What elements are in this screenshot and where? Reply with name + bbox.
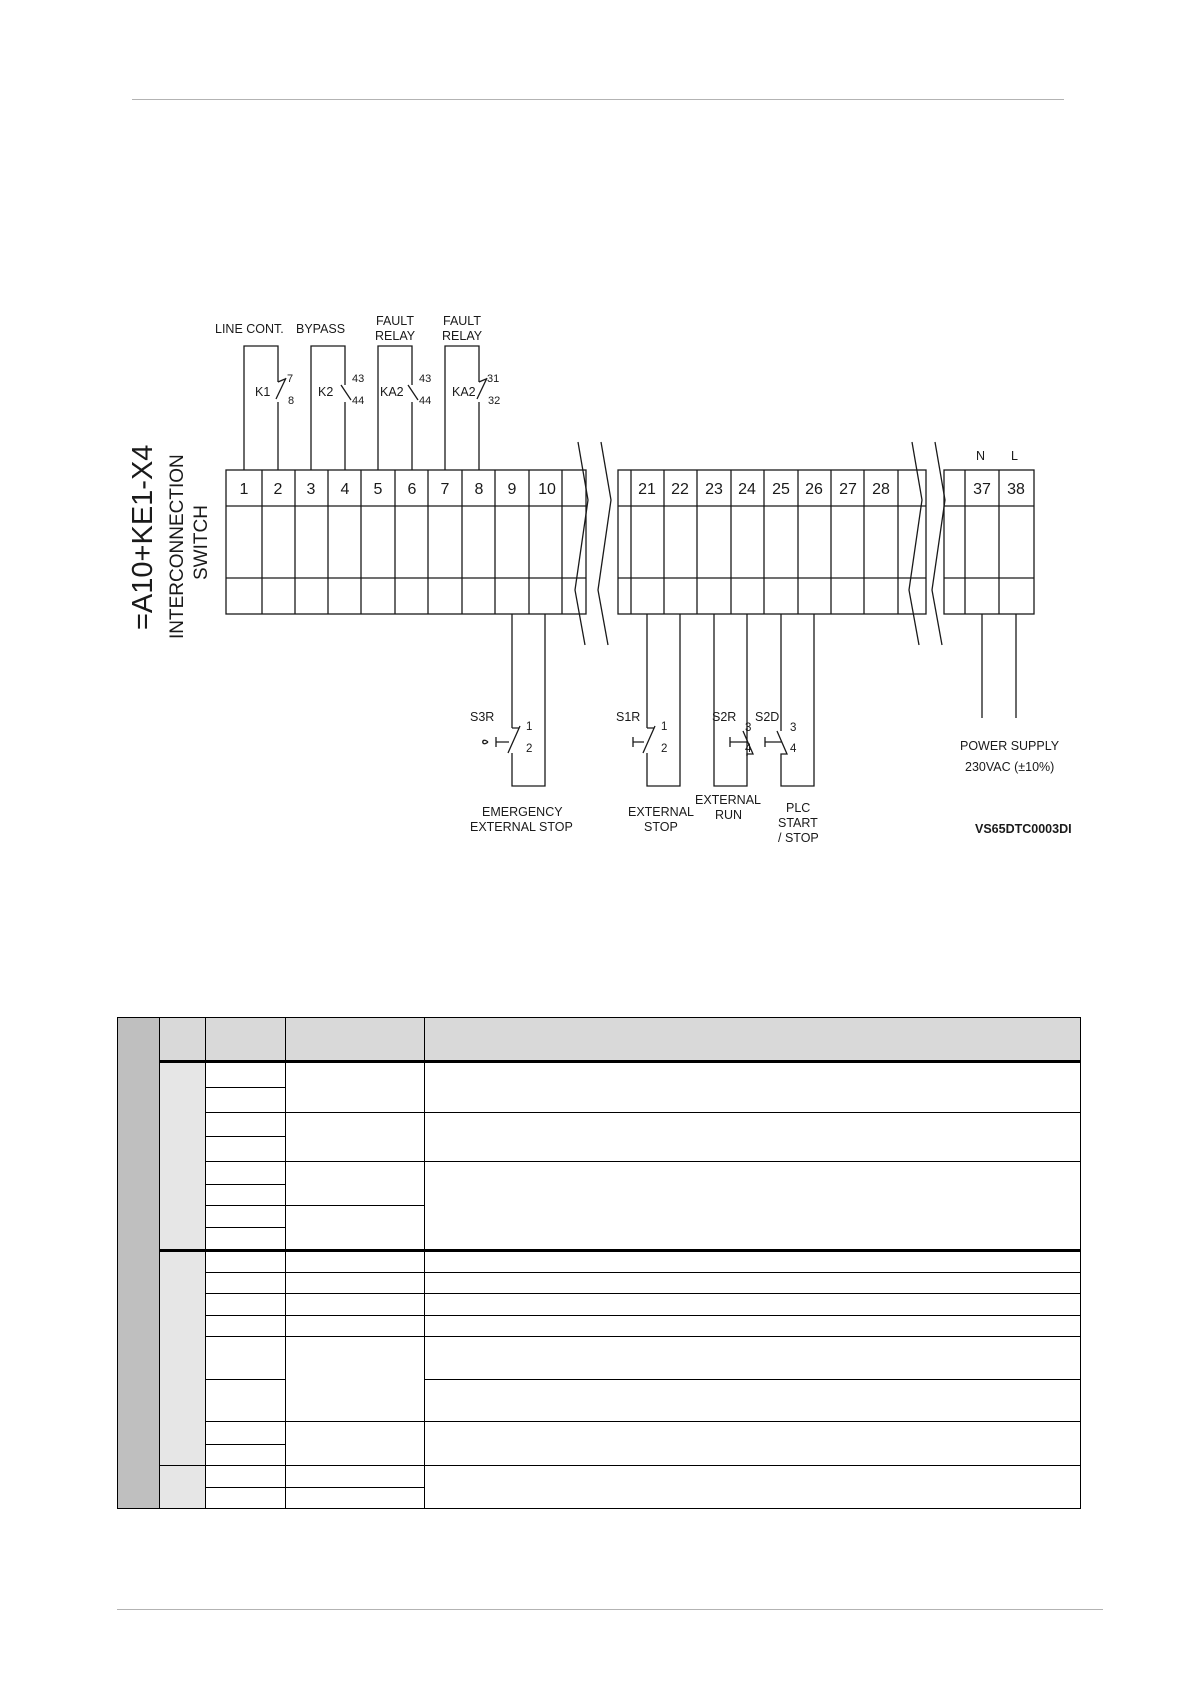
s2d-pin-b: 4 [790, 743, 797, 755]
ka2-nc-pin-b: 32 [488, 395, 501, 407]
terminal-6: 6 [407, 481, 417, 498]
power-l: L [1011, 449, 1018, 463]
terminal-8: 8 [474, 481, 484, 498]
terminal-25: 25 [772, 481, 790, 498]
contact-ka2-no: KA2 [380, 385, 404, 399]
power-supply-1: POWER SUPPLY [960, 739, 1060, 753]
table-vline [424, 1018, 425, 1508]
terminal-7: 7 [440, 481, 450, 498]
table-header-row [159, 1018, 1080, 1060]
ka2-no-pin-a: 43 [419, 373, 432, 385]
k2-pin-a: 43 [352, 373, 365, 385]
table-hline [205, 1444, 285, 1445]
ka2-no-pin-b: 44 [419, 395, 432, 407]
terminal-26: 26 [805, 481, 823, 498]
power-n: N [976, 449, 986, 463]
label-fault-relay-1a: FAULT [376, 314, 414, 328]
ka2-nc-pin-a: 31 [487, 373, 500, 385]
terminal-37: 37 [973, 481, 991, 498]
s1r-pin-a: 1 [661, 721, 668, 733]
terminal-27: 27 [839, 481, 857, 498]
table-hline [205, 1087, 285, 1088]
s2d-label-1: PLC [786, 801, 811, 815]
table-hline [205, 1379, 285, 1380]
table-hline [205, 1205, 424, 1206]
s2r-label-1: EXTERNAL [695, 793, 761, 807]
table-vline [159, 1018, 160, 1508]
table-hline [424, 1379, 1080, 1380]
k1-pin-a: 7 [287, 373, 294, 385]
terminal-38: 38 [1007, 481, 1025, 498]
s2d-pin-a: 3 [790, 722, 797, 734]
strip-title: =A10+KE1-X4 [127, 444, 159, 630]
terminal-22: 22 [671, 481, 689, 498]
label-bypass: BYPASS [296, 322, 346, 336]
table-vline [205, 1018, 206, 1508]
drawing-id: VS65DTC0003DI [975, 822, 1072, 836]
contact-k1: K1 [255, 385, 271, 399]
label-line-cont: LINE CONT. [215, 322, 284, 336]
s2r-pin-b: 4 [745, 743, 752, 755]
s2d-label-2: START [778, 816, 818, 830]
table-hline [205, 1336, 1080, 1337]
table-hline [205, 1227, 285, 1228]
terminal-3: 3 [306, 481, 316, 498]
terminal-1: 1 [239, 481, 249, 498]
terminal-5: 5 [373, 481, 383, 498]
table-hline-thick [159, 1060, 1080, 1063]
s3r-label-1: EMERGENCY [482, 805, 563, 819]
table-hline [205, 1184, 285, 1185]
contact-k2: K2 [318, 385, 334, 399]
table-hline [205, 1293, 1080, 1294]
strip-subtitle-1: INTERCONNECTION [167, 454, 188, 639]
table-hline [205, 1487, 424, 1488]
footer-rule [117, 1609, 1103, 1610]
table-hline [159, 1465, 1080, 1466]
s3r-label-2: EXTERNAL STOP [470, 820, 573, 834]
switch-s3r: S3R [470, 710, 495, 724]
contact-ka2-nc: KA2 [452, 385, 476, 399]
s1r-label-2: STOP [644, 820, 678, 834]
table-hline [205, 1136, 285, 1137]
s1r-label-1: EXTERNAL [628, 805, 694, 819]
table-col-group [118, 1018, 159, 1508]
table-hline-thick [159, 1249, 1080, 1252]
k1-pin-b: 8 [288, 395, 295, 407]
s2r-label-2: RUN [715, 808, 743, 822]
switch-s1r: S1R [616, 710, 641, 724]
terminal-23: 23 [705, 481, 723, 498]
label-fault-relay-2b: RELAY [442, 329, 483, 343]
terminal-21: 21 [638, 481, 656, 498]
s2d-label-3: / STOP [778, 831, 819, 845]
table-col-subgroup [159, 1060, 205, 1508]
terminal-10: 10 [538, 481, 556, 498]
switch-s2d: S2D [755, 710, 780, 724]
s1r-pin-b: 2 [661, 743, 668, 755]
terminal-9: 9 [507, 481, 517, 498]
k2-pin-b: 44 [352, 395, 365, 407]
s3r-pin-b: 2 [526, 743, 533, 755]
strip-subtitle-2: SWITCH [191, 505, 212, 580]
table-vline [285, 1018, 286, 1508]
s2r-pin-a: 3 [745, 722, 752, 734]
table-hline [205, 1161, 1080, 1162]
table-hline [205, 1272, 1080, 1273]
connection-table [117, 1017, 1081, 1509]
label-fault-relay-2a: FAULT [443, 314, 481, 328]
table-hline [205, 1112, 1080, 1113]
power-supply-2: 230VAC (±10%) [965, 760, 1055, 774]
terminal-24: 24 [738, 481, 756, 498]
label-fault-relay-1b: RELAY [375, 329, 416, 343]
table-hline [205, 1315, 1080, 1316]
switch-s2r: S2R [712, 710, 737, 724]
s3r-pin-a: 1 [526, 721, 533, 733]
terminal-4: 4 [340, 481, 350, 498]
terminal-2: 2 [273, 481, 283, 498]
terminal-28: 28 [872, 481, 890, 498]
table-hline [205, 1421, 1080, 1422]
